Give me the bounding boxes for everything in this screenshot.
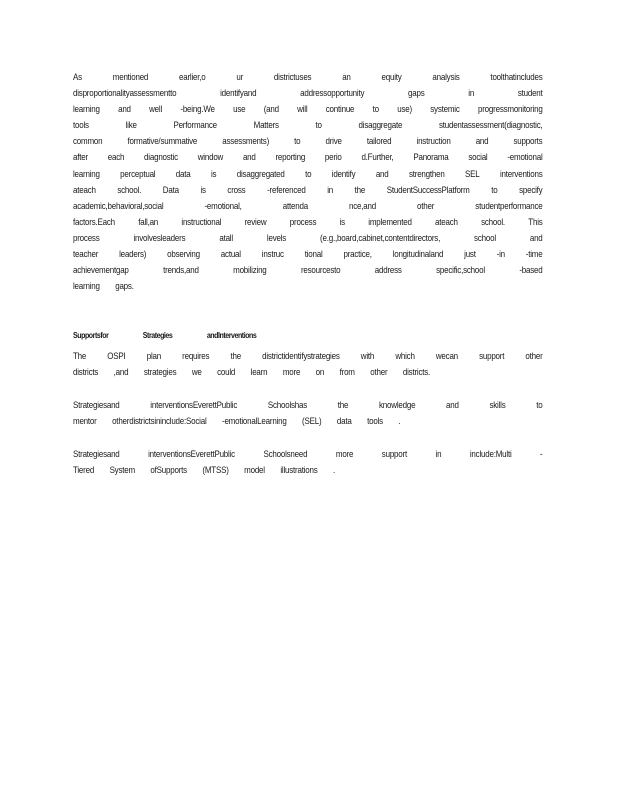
text-line	[73, 416, 543, 432]
word: fall,an	[138, 216, 159, 227]
word: This	[528, 216, 543, 227]
word: review	[244, 216, 267, 227]
text-line	[73, 72, 543, 88]
word: instructional	[181, 216, 222, 227]
word: specific,school	[436, 265, 485, 276]
heading-word: Strategies	[142, 330, 173, 340]
text-line	[73, 152, 543, 168]
text-line	[73, 217, 543, 233]
word: -emotional,	[204, 200, 242, 211]
word: is	[339, 216, 345, 227]
text-line	[73, 169, 543, 185]
word: school	[474, 232, 496, 243]
paragraph-equity-analysis	[73, 72, 543, 297]
word: Performance	[173, 120, 217, 131]
word: support	[381, 449, 407, 459]
word: student	[517, 88, 543, 99]
word: process	[73, 232, 100, 243]
word: -in	[496, 249, 505, 260]
word: in	[468, 88, 475, 99]
word: studentassessment(diagnostic,	[438, 120, 543, 131]
text-line	[73, 249, 543, 265]
word: Strategiesand	[73, 449, 120, 459]
word: interventions	[499, 168, 543, 179]
word: social	[468, 152, 488, 163]
word: supports	[513, 136, 543, 147]
word: OSPI	[107, 351, 126, 361]
word: like	[125, 120, 137, 131]
word: more	[335, 449, 354, 459]
word: The	[73, 351, 87, 361]
text-line	[73, 449, 543, 465]
word: other	[417, 200, 435, 211]
word: on	[315, 367, 325, 378]
word: the	[354, 184, 366, 195]
text-line	[73, 465, 543, 481]
word: SEL	[465, 168, 480, 179]
word: the	[337, 400, 349, 410]
word: implemented	[368, 216, 412, 227]
section-heading	[73, 330, 256, 340]
word: districts.	[402, 367, 431, 378]
word: academic,behavioral,social	[73, 200, 164, 211]
word: in	[327, 184, 334, 195]
word: instruc	[261, 249, 284, 260]
word: analysis	[432, 72, 460, 82]
word: ,and	[113, 367, 129, 378]
word: districts	[73, 367, 99, 378]
word: observing	[167, 249, 200, 260]
word: an	[342, 72, 351, 82]
word: ateach	[73, 184, 96, 195]
word: identify	[331, 168, 356, 179]
word: strategies	[143, 367, 177, 378]
word: other	[370, 367, 388, 378]
word: earlier,o	[179, 72, 206, 82]
text-line	[73, 265, 543, 281]
text-line	[73, 136, 543, 152]
word: (e.g.,board,cabinet,contentdirectors,	[320, 232, 441, 243]
word: .	[398, 416, 401, 427]
text-line	[73, 367, 543, 383]
word: we	[191, 367, 202, 378]
word: levels	[266, 232, 287, 243]
word: learning	[73, 281, 100, 292]
word: perio	[324, 152, 342, 163]
word: Schoolsneed	[263, 449, 308, 459]
word: mentor	[73, 416, 97, 427]
word: will	[297, 104, 308, 115]
word: instruction	[416, 136, 451, 147]
word: formative/summative	[127, 136, 198, 147]
word: -emotional	[507, 152, 543, 163]
text-line	[73, 185, 543, 201]
word: and	[529, 232, 543, 243]
word: actual	[220, 249, 241, 260]
word: identifyand	[220, 88, 257, 99]
word: As	[73, 72, 82, 82]
word: to	[491, 184, 498, 195]
word: to	[372, 104, 379, 115]
word: toolthatincludes	[490, 72, 543, 82]
word: drive	[325, 136, 342, 147]
word: -emotionalLearning	[221, 416, 287, 427]
word: to	[294, 136, 301, 147]
word: -based	[519, 265, 543, 276]
word: well	[149, 104, 163, 115]
word: interventionsEverettPublic	[148, 449, 235, 459]
word: .	[333, 465, 336, 476]
paragraph-strategies-support	[73, 449, 543, 481]
word: cross	[227, 184, 246, 195]
word: factors.Each	[73, 216, 115, 227]
word: model	[244, 465, 265, 476]
word: Matters	[253, 120, 279, 131]
word: the	[230, 351, 241, 361]
word: (and	[263, 104, 279, 115]
word: leaders)	[119, 249, 147, 260]
word: reporting	[275, 152, 306, 163]
word: more	[282, 367, 301, 378]
word: longitudinaland	[392, 249, 444, 260]
word: and	[242, 152, 256, 163]
word: in	[435, 449, 442, 459]
word: -referenced	[267, 184, 306, 195]
word: interventionsEverettPublic	[150, 400, 238, 410]
word: addressopportunity	[300, 88, 365, 99]
word: -being.We	[180, 104, 215, 115]
heading-word: Supportsfor	[73, 330, 109, 340]
word: resourcesto	[300, 265, 341, 276]
word: atall	[219, 232, 233, 243]
word: (MTSS)	[202, 465, 229, 476]
word: learning	[73, 168, 100, 179]
word: and	[446, 400, 459, 410]
word: trends,and	[163, 265, 199, 276]
paragraph-strategies-knowledge	[73, 400, 543, 432]
word: Tiered	[73, 465, 95, 476]
word: studentperformance	[475, 200, 543, 211]
word: -	[540, 449, 543, 459]
word: Strategiesand	[73, 400, 120, 410]
text-line	[73, 400, 543, 416]
word: after	[73, 152, 88, 163]
word: -time	[525, 249, 543, 260]
word: skills	[489, 400, 506, 410]
word: could	[217, 367, 236, 378]
word: tools	[73, 120, 89, 131]
word: districtidentifystrategies	[262, 351, 340, 361]
text-line	[73, 233, 543, 249]
word: tailored	[366, 136, 392, 147]
paragraph-ospi-plan	[73, 351, 543, 383]
word: learn	[250, 367, 268, 378]
word: school.	[481, 216, 505, 227]
word: systemic	[430, 104, 460, 115]
word: plan	[146, 351, 161, 361]
word: knowledge	[379, 400, 416, 410]
word: specify	[519, 184, 543, 195]
word: other	[525, 351, 543, 361]
word: d.Further,	[361, 152, 394, 163]
word: and	[118, 104, 131, 115]
word: districtuses	[273, 72, 312, 82]
word: is	[210, 168, 217, 179]
word: learning	[73, 104, 100, 115]
word: data	[175, 168, 191, 179]
word: support	[479, 351, 505, 361]
text-line	[73, 201, 543, 217]
word: disproportionalityassessmentto	[73, 88, 177, 99]
word: equity	[381, 72, 402, 82]
text-line	[73, 104, 543, 120]
word: requires	[182, 351, 210, 361]
word: teacher	[73, 249, 99, 260]
word: achievementgap	[73, 265, 129, 276]
word: tional	[304, 249, 323, 260]
word: disaggregated	[236, 168, 285, 179]
word: ur	[236, 72, 244, 82]
word: mentioned	[112, 72, 149, 82]
heading-word: andInterventions	[206, 330, 257, 340]
word: process	[289, 216, 317, 227]
word: practice,	[343, 249, 372, 260]
word: use	[233, 104, 246, 115]
text-line	[73, 281, 543, 297]
word: to	[536, 400, 543, 410]
word: diagnostic	[144, 152, 178, 163]
word: otherdistrictsininclude:Social	[112, 416, 207, 427]
word: System	[109, 465, 135, 476]
word: ofSupports	[150, 465, 187, 476]
text-line	[73, 120, 543, 136]
word: illustrations	[280, 465, 318, 476]
word: tools	[367, 416, 383, 427]
text-line	[73, 351, 543, 367]
word: strengthen	[408, 168, 445, 179]
text-line	[73, 88, 543, 104]
word: to	[315, 120, 322, 131]
word: data	[336, 416, 352, 427]
word: window	[197, 152, 224, 163]
word: continue	[325, 104, 355, 115]
word: mobilizing	[233, 265, 267, 276]
word: attenda	[282, 200, 308, 211]
word: ateach	[435, 216, 458, 227]
word: assessments)	[222, 136, 270, 147]
word: is	[200, 184, 206, 195]
word: and	[475, 136, 489, 147]
word: nce,and	[349, 200, 376, 211]
word: address	[374, 265, 402, 276]
word: use)	[397, 104, 412, 115]
word: progressmonitoring	[477, 104, 543, 115]
word: gaps	[408, 88, 425, 99]
word: involvesleaders	[133, 232, 186, 243]
word: include:Multi	[469, 449, 512, 459]
word: which	[395, 351, 415, 361]
word: Schoolshas	[267, 400, 308, 410]
word: each	[107, 152, 125, 163]
word: wecan	[435, 351, 458, 361]
word: just	[464, 249, 476, 260]
word: school.	[117, 184, 142, 195]
word: from	[339, 367, 355, 378]
word: Panorama	[413, 152, 449, 163]
word: (SEL)	[302, 416, 322, 427]
word: gaps.	[115, 281, 134, 292]
word: disaggregate	[358, 120, 403, 131]
word: StudentSuccessPlatform	[386, 184, 470, 195]
word: perceptual	[120, 168, 156, 179]
word: common	[73, 136, 103, 147]
word: Data	[162, 184, 179, 195]
word: to	[305, 168, 312, 179]
word: and	[375, 168, 389, 179]
word: with	[360, 351, 375, 361]
